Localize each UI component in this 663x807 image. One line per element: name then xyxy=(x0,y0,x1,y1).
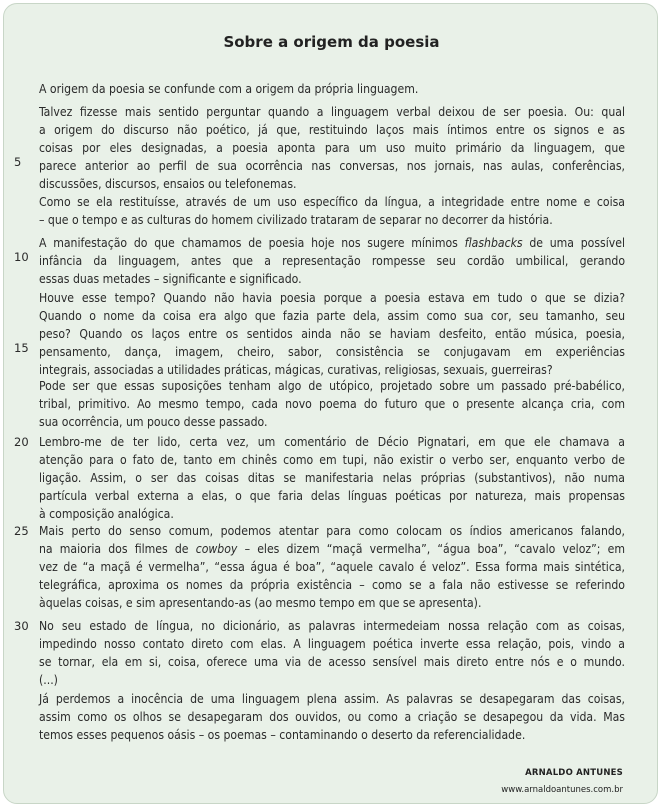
text-line: essas duas metades – significante e significado. xyxy=(39,272,302,286)
text-line: Houve esse tempo? Quando não havia poesia porque a poesia estava em tudo o que se dizia? xyxy=(39,291,625,305)
text-line: A origem da poesia se confunde com a origem da própria linguagem. xyxy=(39,82,419,96)
text-segment: de uma possível xyxy=(522,236,625,250)
paragraph-8 xyxy=(39,522,625,612)
text-line: Como se ela restituísse, através de um uso específico da língua, a integridade entre nome e coisa xyxy=(39,195,625,209)
text-line: coisas por eles designadas, a poesia aponta para um uso muito primário da linguagem, que xyxy=(39,141,625,155)
text-line: Pode ser que essas suposições tenham algo de utópico, projetado sobre um passado pré-babélico, xyxy=(39,379,625,393)
text-line: Mais perto do senso comum, podemos atentar para como colocam os índios americanos falando, xyxy=(39,524,625,538)
text-line: partícula verbal externa a elas, o que faria delas línguas poéticas por natureza, mais propensas xyxy=(39,489,625,503)
text-line: Já perdemos a inocência de uma linguagem plena assim. As palavras se desapegaram das coisas, xyxy=(39,692,625,706)
text-line: integrais, associadas a utilidades práticas, mágicas, curativas, religiosas, sexuais, guerreiras? xyxy=(39,363,553,377)
text-line: a origem do discurso não poético, já que, restituindo laços mais íntimos entre os signos e as xyxy=(39,123,625,137)
text-line: Talvez fizesse mais sentido perguntar quando a linguagem verbal deixou de ser poesia. Ou: qual xyxy=(39,105,625,119)
text-segment: A manifestação do que chamamos de poesia hoje nos sugere mínimos xyxy=(39,236,465,250)
text-line: discussões, discursos, ensaios ou telefonemas. xyxy=(39,177,297,191)
text-line: (...) xyxy=(39,673,58,687)
text-line: peso? Quando os laços entre os sentidos ainda não se haviam desfeito, então música, poesia, xyxy=(39,327,625,341)
page-title: Sobre a origem da poesia xyxy=(223,33,440,51)
line-number: 15 xyxy=(14,341,29,355)
line-number: 30 xyxy=(14,619,29,633)
paragraph-7 xyxy=(39,433,625,523)
paragraph-4 xyxy=(39,234,625,288)
line-number: 5 xyxy=(14,155,22,169)
line-number: 10 xyxy=(14,250,29,264)
text-line: Lembro-me de ter lido, certa vez, um comentário de Décio Pignatari, em que ele chamava a xyxy=(39,435,625,449)
text-line: parece anterior ao perfil de sua ocorrência nas conversas, nos jornais, nas aulas, conferências, xyxy=(39,159,625,173)
text-line: tribal, primitivo. Ao mesmo tempo, cada novo poema do futuro que o presente alcança cria, com xyxy=(39,397,625,411)
text-line: se tornar, ela em si, coisa, oferece uma via de acesso sensível mais direto entre nós e o mundo. xyxy=(39,655,625,669)
text-line: Quando o nome da coisa era algo que fazia parte dela, assim como sua cor, seu tamanho, seu xyxy=(39,309,625,323)
paragraph-10 xyxy=(39,690,625,744)
author-website: www.arnaldoantunes.com.br xyxy=(501,785,623,795)
text-line: vez de “a maçã é vermelha”, “essa água é boa”, “aquele cavalo é veloz”. Essa forma mais sintética, xyxy=(39,560,625,574)
text-line: ligação. Assim, o ser das coisas ditas se manifestaria nelas próprias (substantivos), não numa xyxy=(39,471,625,485)
text-line: – que o tempo e as culturas do homem civilizado trataram de separar no decorrer da história. xyxy=(39,213,553,227)
text-line: à composição analógica. xyxy=(39,507,174,521)
text-line xyxy=(39,234,625,252)
text-line: infância da linguagem, antes que a representação rompesse seu cordão umbilical, gerando xyxy=(39,254,625,268)
line-number: 25 xyxy=(14,524,29,538)
text-line: telegráfica, aproxima os nomes da própria existência – como se a fala não estivesse se referindo xyxy=(39,578,625,592)
text-line: impedindo nosso contato direto com elas. A linguagem poética inverte essa relação, pois, vindo a xyxy=(39,637,625,651)
text-line: temos esses pequenos oásis – os poemas – contaminando o deserto da referencialidade. xyxy=(39,728,526,742)
paragraph-2 xyxy=(39,103,625,193)
text-line xyxy=(39,540,625,558)
paragraph-6 xyxy=(39,377,625,431)
paragraph-3 xyxy=(39,193,625,229)
paragraph-5 xyxy=(39,289,625,379)
paragraph-1 xyxy=(39,80,625,98)
italic-term: flashbacks xyxy=(464,236,523,250)
italic-term: cowboy xyxy=(195,542,238,556)
text-line: sua ocorrência, um pouco desse passado. xyxy=(39,415,268,429)
text-line: pensamento, dança, imagem, cheiro, sabor, consistência se conjugavam em experiências xyxy=(39,345,625,359)
paragraph-9 xyxy=(39,617,625,689)
line-number: 20 xyxy=(14,435,29,449)
text-line: No seu estado de língua, no dicionário, as palavras intermedeiam nossa relação com as coisas, xyxy=(39,619,625,633)
text-line: àquelas coisas, e sim apresentando-as (ao mesmo tempo em que se apresenta). xyxy=(39,596,482,610)
text-line: assim como os olhos se desapegaram dos ouvidos, ou como a criação se desapegou da vida. Mas xyxy=(39,710,625,724)
author-name: ARNALDO ANTUNES xyxy=(525,768,623,778)
text-segment: – eles dizem “maçã vermelha”, “água boa”, “cavalo veloz”; em xyxy=(237,542,625,556)
text-line: atenção para o fato de, tanto em chinês como em tupi, não existir o verbo ser, enquanto verbo de xyxy=(39,453,625,467)
text-segment: na maioria dos filmes de xyxy=(39,542,196,556)
